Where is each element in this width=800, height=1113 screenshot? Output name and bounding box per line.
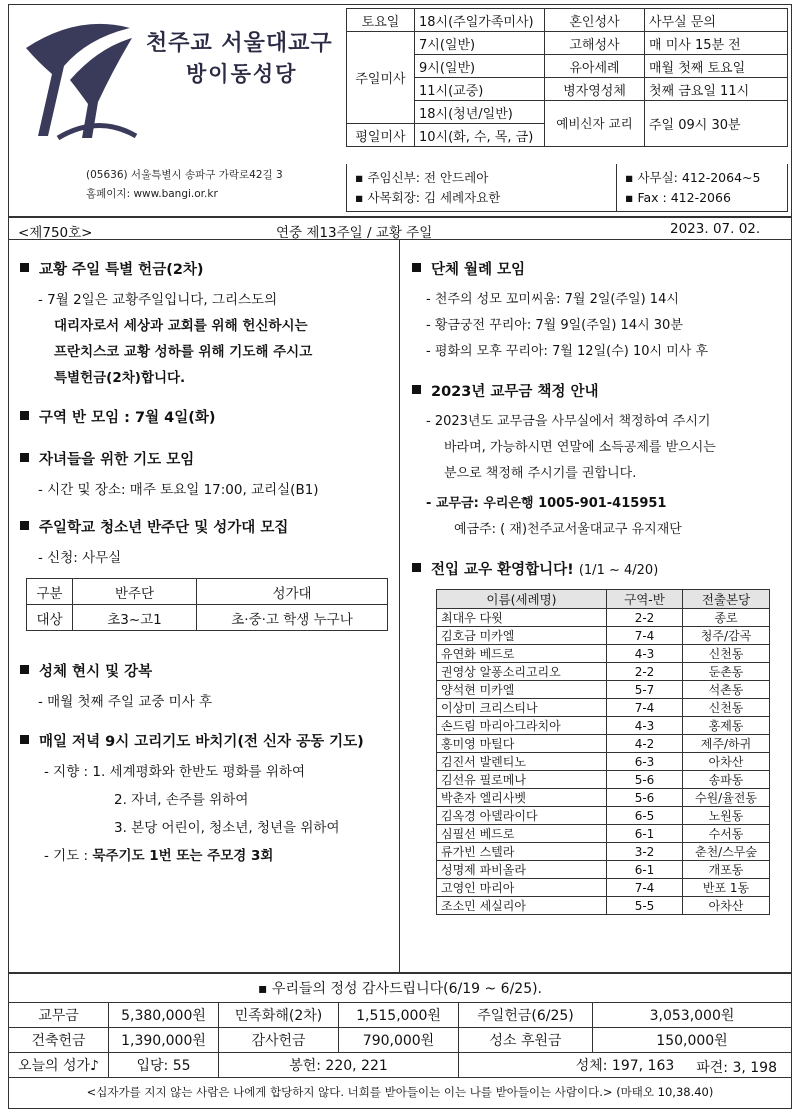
table-cell: 김진서 발렌티노 (437, 753, 607, 771)
table-cell: 초3~고1 (73, 605, 197, 631)
offering-cell: 1,515,000원 (339, 1003, 459, 1028)
table-row (437, 645, 770, 663)
church-name-line2: 방이동성당 (186, 61, 298, 86)
table-cell: 이상미 크리스티나 (437, 699, 607, 717)
table-cell: 4-2 (607, 735, 683, 753)
table-cell: 조소민 세실리아 (437, 897, 607, 915)
table-row (437, 717, 770, 735)
header (8, 4, 792, 212)
table-cell: 류가빈 스텔라 (437, 843, 607, 861)
hymn-entry: 입당: 55 (109, 1053, 219, 1078)
table-cell: 반주단 (73, 579, 197, 605)
table-cell: 5-5 (607, 897, 683, 915)
table-cell: 청주/감곡 (683, 627, 770, 645)
text-line: - 기도 : 묵주기도 1번 또는 주모경 3회 (44, 848, 274, 864)
church-logo (18, 18, 138, 148)
section-heading: 단체 월례 모임 (412, 258, 525, 279)
table-cell: 초·중·고 학생 누구나 (197, 605, 388, 631)
catechumen-label: 예비신자 교리 (545, 101, 645, 147)
sun-mass-4: 18시(청년/일반) (415, 101, 545, 124)
table-cell: 7-4 (607, 879, 683, 897)
text-line: - 황금궁전 꾸리아: 7월 9일(주일) 14시 30분 (426, 318, 683, 333)
bulletin-page (8, 4, 792, 1109)
table-row (437, 753, 770, 771)
table-cell: 둔촌동 (683, 663, 770, 681)
column-header: 구역-반 (607, 590, 683, 609)
weekday-value: 10시(화, 수, 목, 금) (415, 124, 545, 147)
section-heading: 교황 주일 특별 헌금(2차) (20, 258, 204, 279)
table-cell: 4-3 (607, 645, 683, 663)
offering-cell: 790,000원 (339, 1028, 459, 1053)
issue-bar (8, 216, 792, 240)
column-header: 전출본당 (683, 590, 770, 609)
weekday-label: 평일미사 (347, 124, 415, 147)
infant-label: 유아세례 (545, 55, 645, 78)
table-cell: 권영상 알퐁소리고리오 (437, 663, 607, 681)
text-line: 대리자로서 세상과 교회를 위해 헌신하시는 (54, 318, 308, 334)
table-cell: 6-5 (607, 807, 683, 825)
section-heading: 자녀들을 위한 기도 모임 (20, 448, 194, 469)
section-heading: 매일 저녁 9시 고리기도 바치기(전 신자 공동 기도) (20, 730, 364, 751)
text-line: - 평화의 모후 꾸리아: 7월 12일(수) 10시 미사 후 (426, 344, 708, 359)
catechumen-value: 주일 09시 30분 (645, 101, 788, 147)
table-cell: 신천동 (683, 699, 770, 717)
table-cell: 6-1 (607, 861, 683, 879)
hymn-communion-dismissal: 성체: 197, 163 파견: 3, 198 (459, 1053, 792, 1078)
table-row (437, 609, 770, 627)
offering-cell: 감사헌금 (219, 1028, 339, 1053)
confession-label: 고해성사 (545, 32, 645, 55)
table-cell: 개포동 (683, 861, 770, 879)
section-heading: 구역 반 모임 : 7월 4일(화) (20, 406, 216, 427)
table-cell: 7-4 (607, 627, 683, 645)
table-row (437, 897, 770, 915)
column-header: 이름(세례명) (437, 590, 607, 609)
table-cell: 김선유 필로메나 (437, 771, 607, 789)
table-cell: 유연화 베드로 (437, 645, 607, 663)
text-line: 프란치스코 교황 성하를 위해 기도해 주시고 (54, 344, 313, 360)
table-cell: 7-4 (607, 699, 683, 717)
table-cell: 반포 1동 (683, 879, 770, 897)
text-line: 예금주: ( 재)천주교서울대교구 유지재단 (454, 522, 682, 537)
table-cell: 6-3 (607, 753, 683, 771)
marriage-value: 사무실 문의 (645, 9, 788, 32)
table-cell: 수서동 (683, 825, 770, 843)
offering-section (8, 972, 792, 1109)
text-line: - 교무금: 우리은행 1005-901-415951 (426, 496, 667, 511)
table-cell: 석촌동 (683, 681, 770, 699)
offering-cell: 주일헌금(6/25) (459, 1003, 593, 1028)
table-cell: 2-2 (607, 609, 683, 627)
new-parishioners-table (436, 589, 770, 915)
table-row (437, 861, 770, 879)
table-cell: 구분 (27, 579, 73, 605)
text-line: - 매월 첫째 주일 교중 미사 후 (38, 694, 213, 710)
text-line: - 2023년도 교무금을 사무실에서 책정하여 주시기 (426, 414, 711, 429)
offering-cell: 150,000원 (593, 1028, 792, 1053)
table-cell: 김호금 미카엘 (437, 627, 607, 645)
table-cell: 홍제동 (683, 717, 770, 735)
table-cell: 5-6 (607, 789, 683, 807)
church-homepage: 홈페이지: www.bangi.or.kr (86, 188, 218, 200)
hymn-offertory: 봉헌: 220, 221 (219, 1053, 459, 1078)
offering-cell: 건축헌금 (9, 1028, 109, 1053)
mass-schedule-table (346, 8, 788, 147)
table-cell: 아차산 (683, 753, 770, 771)
office-phone: 사무실: 412-2064~5 (637, 170, 761, 185)
issue-date: 2023. 07. 02. (670, 221, 761, 237)
table-cell: 고영인 마리아 (437, 879, 607, 897)
text-line: - 7월 2일은 교황주일입니다, 그리스도의 (38, 292, 278, 308)
sun-mass-1: 7시(일반) (415, 32, 545, 55)
offering-cell: 1,390,000원 (109, 1028, 219, 1053)
sat-label: 토요일 (347, 9, 415, 32)
table-cell: 5-7 (607, 681, 683, 699)
table-row (437, 807, 770, 825)
recruit-table (26, 578, 388, 631)
table-cell: 김옥경 아델라이다 (437, 807, 607, 825)
confession-value: 매 미사 15분 전 (645, 32, 788, 55)
table-cell: 2-2 (607, 663, 683, 681)
text-line: 3. 본당 어린이, 청소년, 청년을 위하여 (114, 820, 340, 836)
table-cell: 최대우 다윗 (437, 609, 607, 627)
issue-title: 연중 제13주일 / 교황 주일 (276, 225, 433, 241)
table-cell: 양석현 미카엘 (437, 681, 607, 699)
table-row (437, 843, 770, 861)
table-cell: 신천동 (683, 645, 770, 663)
table-row (437, 627, 770, 645)
table-cell: 손드림 마리아그라치아 (437, 717, 607, 735)
table-cell: 춘천/스무숲 (683, 843, 770, 861)
pastor: 주임신부: 전 안드레아 (367, 170, 489, 185)
section-heading: 성체 현시 및 강복 (20, 660, 152, 681)
table-row (437, 699, 770, 717)
table-row (437, 681, 770, 699)
table-row (437, 825, 770, 843)
right-column (400, 240, 792, 972)
table-cell: 아차산 (683, 897, 770, 915)
table-cell: 3-2 (607, 843, 683, 861)
offering-cell: 5,380,000원 (109, 1003, 219, 1028)
text-line: 바라며, 가능하시면 연말에 소득공제를 받으시는 (444, 440, 716, 455)
section-heading: 주일학교 청소년 반주단 및 성가대 모집 (20, 516, 288, 537)
left-column (8, 240, 400, 972)
offering-cell: 성소 후원금 (459, 1028, 593, 1053)
marriage-label: 혼인성사 (545, 9, 645, 32)
sick-value: 첫째 금요일 11시 (645, 78, 788, 101)
table-cell: 노원동 (683, 807, 770, 825)
table-row (437, 735, 770, 753)
table-row (437, 663, 770, 681)
text-line: 분으로 책정해 주시기를 권합니다. (444, 466, 637, 481)
offering-cell: 민족화해(2차) (219, 1003, 339, 1028)
text-line: - 신청: 사무실 (38, 550, 122, 566)
table-row (437, 879, 770, 897)
table-row (437, 771, 770, 789)
table-cell: 대상 (27, 605, 73, 631)
section-heading: 전입 교우 환영합니다! (1/1 ~ 4/20) (412, 558, 658, 579)
text-line: - 지향 : 1. 세계평화와 한반도 평화를 위하여 (44, 764, 305, 780)
issue-number: <제750호> (18, 225, 93, 241)
offering-cell: 3,053,000원 (593, 1003, 792, 1028)
table-cell: 수원/율전동 (683, 789, 770, 807)
table-cell: 심필선 베드로 (437, 825, 607, 843)
sick-label: 병자영성체 (545, 78, 645, 101)
offering-title: ▪ 우리들의 정성 감사드립니다(6/19 ~ 6/25). (257, 981, 543, 997)
infant-value: 매월 첫째 토요일 (645, 55, 788, 78)
offering-table (8, 1002, 792, 1078)
offering-cell: 교무금 (9, 1003, 109, 1028)
table-cell: 성가대 (197, 579, 388, 605)
church-name-line1: 천주교 서울대교구 (146, 30, 333, 56)
sun-mass-2: 9시(일반) (415, 55, 545, 78)
table-cell: 제주/하귀 (683, 735, 770, 753)
table-cell: 홍미영 마틸다 (437, 735, 607, 753)
sunday-label: 주일미사 (347, 32, 415, 124)
table-cell: 성명제 파비올라 (437, 861, 607, 879)
table-cell: 종로 (683, 609, 770, 627)
table-cell: 5-6 (607, 771, 683, 789)
table-cell: 박춘자 엘리사벳 (437, 789, 607, 807)
table-cell: 송파동 (683, 771, 770, 789)
text-line: 2. 자녀, 손주를 위하여 (114, 792, 249, 808)
hymn-label: 오늘의 성가♪ (9, 1053, 109, 1078)
contact-info: ▪ 주임신부: 전 안드레아 ▪ 사목회장: 김 세례자요한 ▪ 사무실: 412-2064~5 ▪ Fax : 412-2066 (346, 164, 788, 212)
bible-verse: <십자가를 지지 않는 사람은 나에게 합당하지 않다. 너희를 받아들이는 이는 나를 받아들이는 사람이다.> (마태오 10,38.40) (86, 1085, 714, 1099)
table-cell: 6-1 (607, 825, 683, 843)
text-line: 특별헌금(2차)합니다. (54, 370, 186, 386)
text-line: - 시간 및 장소: 매주 토요일 17:00, 교리실(B1) (38, 482, 319, 498)
fax-number: Fax : 412-2066 (637, 190, 731, 205)
table-row (437, 789, 770, 807)
table-cell: 4-3 (607, 717, 683, 735)
section-heading: 2023년 교무금 책정 안내 (412, 380, 599, 401)
church-address: (05636) 서울특별시 송파구 가락로42길 3 (86, 169, 283, 181)
sun-mass-3: 11시(교중) (415, 78, 545, 101)
text-line: - 천주의 성모 꼬미씨움: 7월 2일(주일) 14시 (426, 292, 679, 307)
sat-mass: 18시(주일가족미사) (415, 9, 545, 32)
council-president: 사목회장: 김 세례자요한 (367, 190, 501, 205)
